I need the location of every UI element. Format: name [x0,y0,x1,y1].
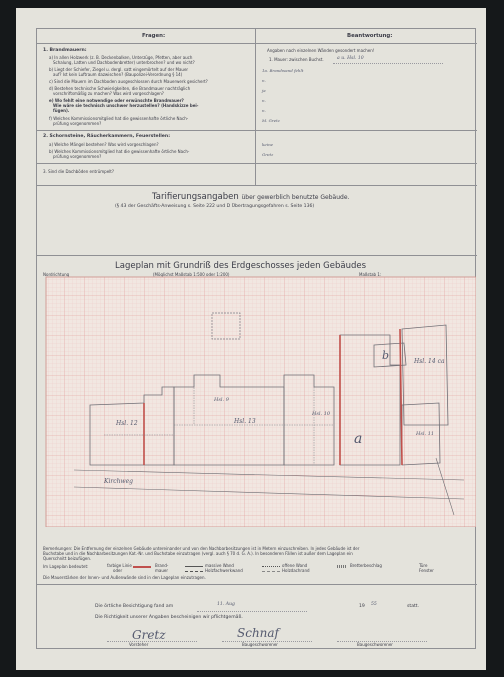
notes-mauerstaerke: Die Mauerstärken der Innen- und Außenwände sind in den Lageplan einzutragen. [43,575,206,580]
s1-a-line1: a) In allen Holzwerk (z. B. Deckenbalken, Unterzüge, Pfetten, aber auch [49,55,193,60]
header-beantwortung: Beantwortung: [347,33,393,39]
s2-b-line1: b) Welches Kommissionsmitglied hat die gewissenhafte örtliche Nach- [49,149,190,154]
legend-massive-line [185,566,203,567]
label-hsl12: Hsl. 12 [116,420,138,427]
s1-e-line3: fügen). [53,108,70,113]
legend-fenster: Fenster [419,568,434,573]
legend-brand-line [133,566,151,568]
label-b: b [382,349,390,362]
s2-answer-a: keine [262,142,274,147]
tarif-divider [37,255,477,256]
year-prefix: 19 [359,604,365,609]
legend-farbige: farbige Linie [107,563,132,568]
notes-line1: Bemerkungen: Die Entfernung der einzelnen Gebäude untereinander und von den Nachbarbesitzungen ist in Metern einzuschreiben. In jedes Gebäude ist der [43,546,360,551]
label-hsl11: Hsl. 11 [416,431,435,437]
legend-oder: oder [113,568,123,573]
sig2-label: Baugeschworener [242,642,278,647]
s1-b-line2: auf? Ist kein Luftraum dazwischen? (Baupolizei-Verordnung § 14) [53,72,183,77]
massstab-label: Maßstab 1: [359,272,382,277]
legend-holz: Holzfachwerkwand [205,568,243,573]
tarif-heading [152,193,349,202]
year-hand: 55 [371,602,377,607]
signature-vorsteher: Gretz [132,628,166,642]
notes-line2: Buchstabe und in die Nachbarbesitzungen Kat.-Nr. und Buchstabe einzutragen (vergl. auch § 70 d. G. A.). In besonderen Fällen ist außer dem Lageplan ein [43,551,353,556]
s2-b-line2: prüfung vorgenommen? [53,154,102,159]
answer-1a: 1a. Brandwand fehlt [262,68,304,73]
legend-offen: offene Wand [282,563,308,568]
nordrichtung-label: Nordrichtung [43,272,70,277]
tarif-title-rest: über gewerblich benutzte Gebäude. [241,194,350,201]
answer-1c: ja [262,88,266,93]
s2-title: 2. Schornsteine, Räucherkammern, Feuerstellen: [43,134,171,139]
column-divider [255,29,256,185]
header-fragen: Fragen: [142,33,166,39]
legend-massiv: massive Wand [205,563,234,568]
s1-f-line2: prüfung vorgenommen? [53,121,102,126]
date-dotline [197,611,307,612]
answer-intro: Angaben nach einzelnen Wänden gesondert machen! [267,48,375,53]
label-hsl9: Hsl. 9 [214,397,229,403]
lageplan-hint: (Möglichst Maßstab 1:500 oder 1:200) [153,272,230,277]
legend-offene-line [262,566,280,567]
legend-bretter-swatch [337,565,347,568]
legend-holz-line [185,571,203,572]
s1-c: c) Sind die Mauern im Dachboden ausgeschlossen durch Mauerwerk gesichert? [49,79,208,84]
besichtigung-date: 11. Aug [217,602,235,607]
tarif-sub: (§ 43 der Geschäfts-Anweisung s. Seite 222 und D Übertragungsgefahren s. Seite 136) [115,204,315,209]
s3-divider [37,185,477,186]
s1-b-line1: b) Liegt der Schiefer, Ziegel u. dergl. satt eingemörtelt auf der Mauer [49,67,189,72]
lageplan-title: Lageplan mit Grundriß des Erdgeschosses jeden Gebäudes [115,261,367,271]
label-hsl10: Hsl. 10 [312,411,331,417]
s2-answer-b: Gretz [262,152,274,157]
s1-e-line2: Wie wäre sie technisch unschwer herzustellen? (Handskizze bei- [53,103,199,108]
signature-baugeschworener: Schnaf [237,626,279,640]
legend-dachrand: Holzdachrand [282,568,310,573]
label-hsl13: Hsl. 13 [234,418,256,425]
s2-divider [37,163,477,164]
legend-dachrand-line [262,571,280,572]
form-sheet [16,8,486,670]
mauer-label: 1. Mauer: zwischen Buchst. [269,57,324,62]
besichtigung-text: Die örtliche Besichtigung fand am [95,604,174,609]
legend-label: Im Lageplan bedeutet: [43,564,89,569]
s1-d-line2: vorschriftsmäßig zu machen? Was wird vorgeschlagen? [53,91,164,96]
legend-brand: Brand- [155,563,169,568]
mauer-dotline [333,63,443,64]
answer-1e: n. [262,108,266,113]
plan-grid [46,277,476,527]
s3-title: 3. Sind die Dachböden entrümpelt? [43,169,114,174]
bescheinigen-text: Die Richtigkeit unserer Angaben bescheinigen wir pflichtgemäß. [95,615,243,620]
statt-text: statt. [407,604,420,609]
s1-title: 1. Brandmauern: [43,48,87,53]
notes-divider [37,584,477,585]
legend-bretter: Bretterbeschlag [350,563,382,568]
sig3-label: Baugeschworener [357,642,393,647]
label-street: Kirchweg [104,478,134,485]
s1-divider [37,130,477,131]
s1-e-line1: e) Wo fehlt eine notwendige oder erwünschte Brandmauer? [49,98,184,103]
answer-1f: M. Gretz [262,118,280,123]
s1-d-line1: d) Bestehen technische Schwierigkeiten, die Brandmauer nachträglich [49,86,191,91]
s2-a: a) Welche Mängel bestehen? Was wird vorgeschlagen? [49,142,159,147]
notes-line3: Querschnitt beizufügen. [43,556,92,561]
legend-mauer: mauer [155,568,168,573]
header-divider [37,43,477,44]
answer-1d: n. [262,98,266,103]
label-a: a [354,431,363,447]
s1-a-line2: Schalung, Latten und Dachbodenbretter) unterbrochen? und wo nicht? [53,60,195,65]
legend-tuere: Türe [419,563,428,568]
sig1-label: Vorsteher [129,642,149,647]
label-hsl14: Hsl. 14 ca [414,358,445,365]
s1-f-line1: f) Welches Kommissionsmitglied hat die gewissenhafte örtliche Nach- [49,116,189,121]
tarif-title: Tarifierungsangaben [152,192,239,202]
sig1-line [107,641,197,642]
mauer-hand: a u. Hsl. 10 [337,56,364,61]
answer-1b: n. [262,78,266,83]
